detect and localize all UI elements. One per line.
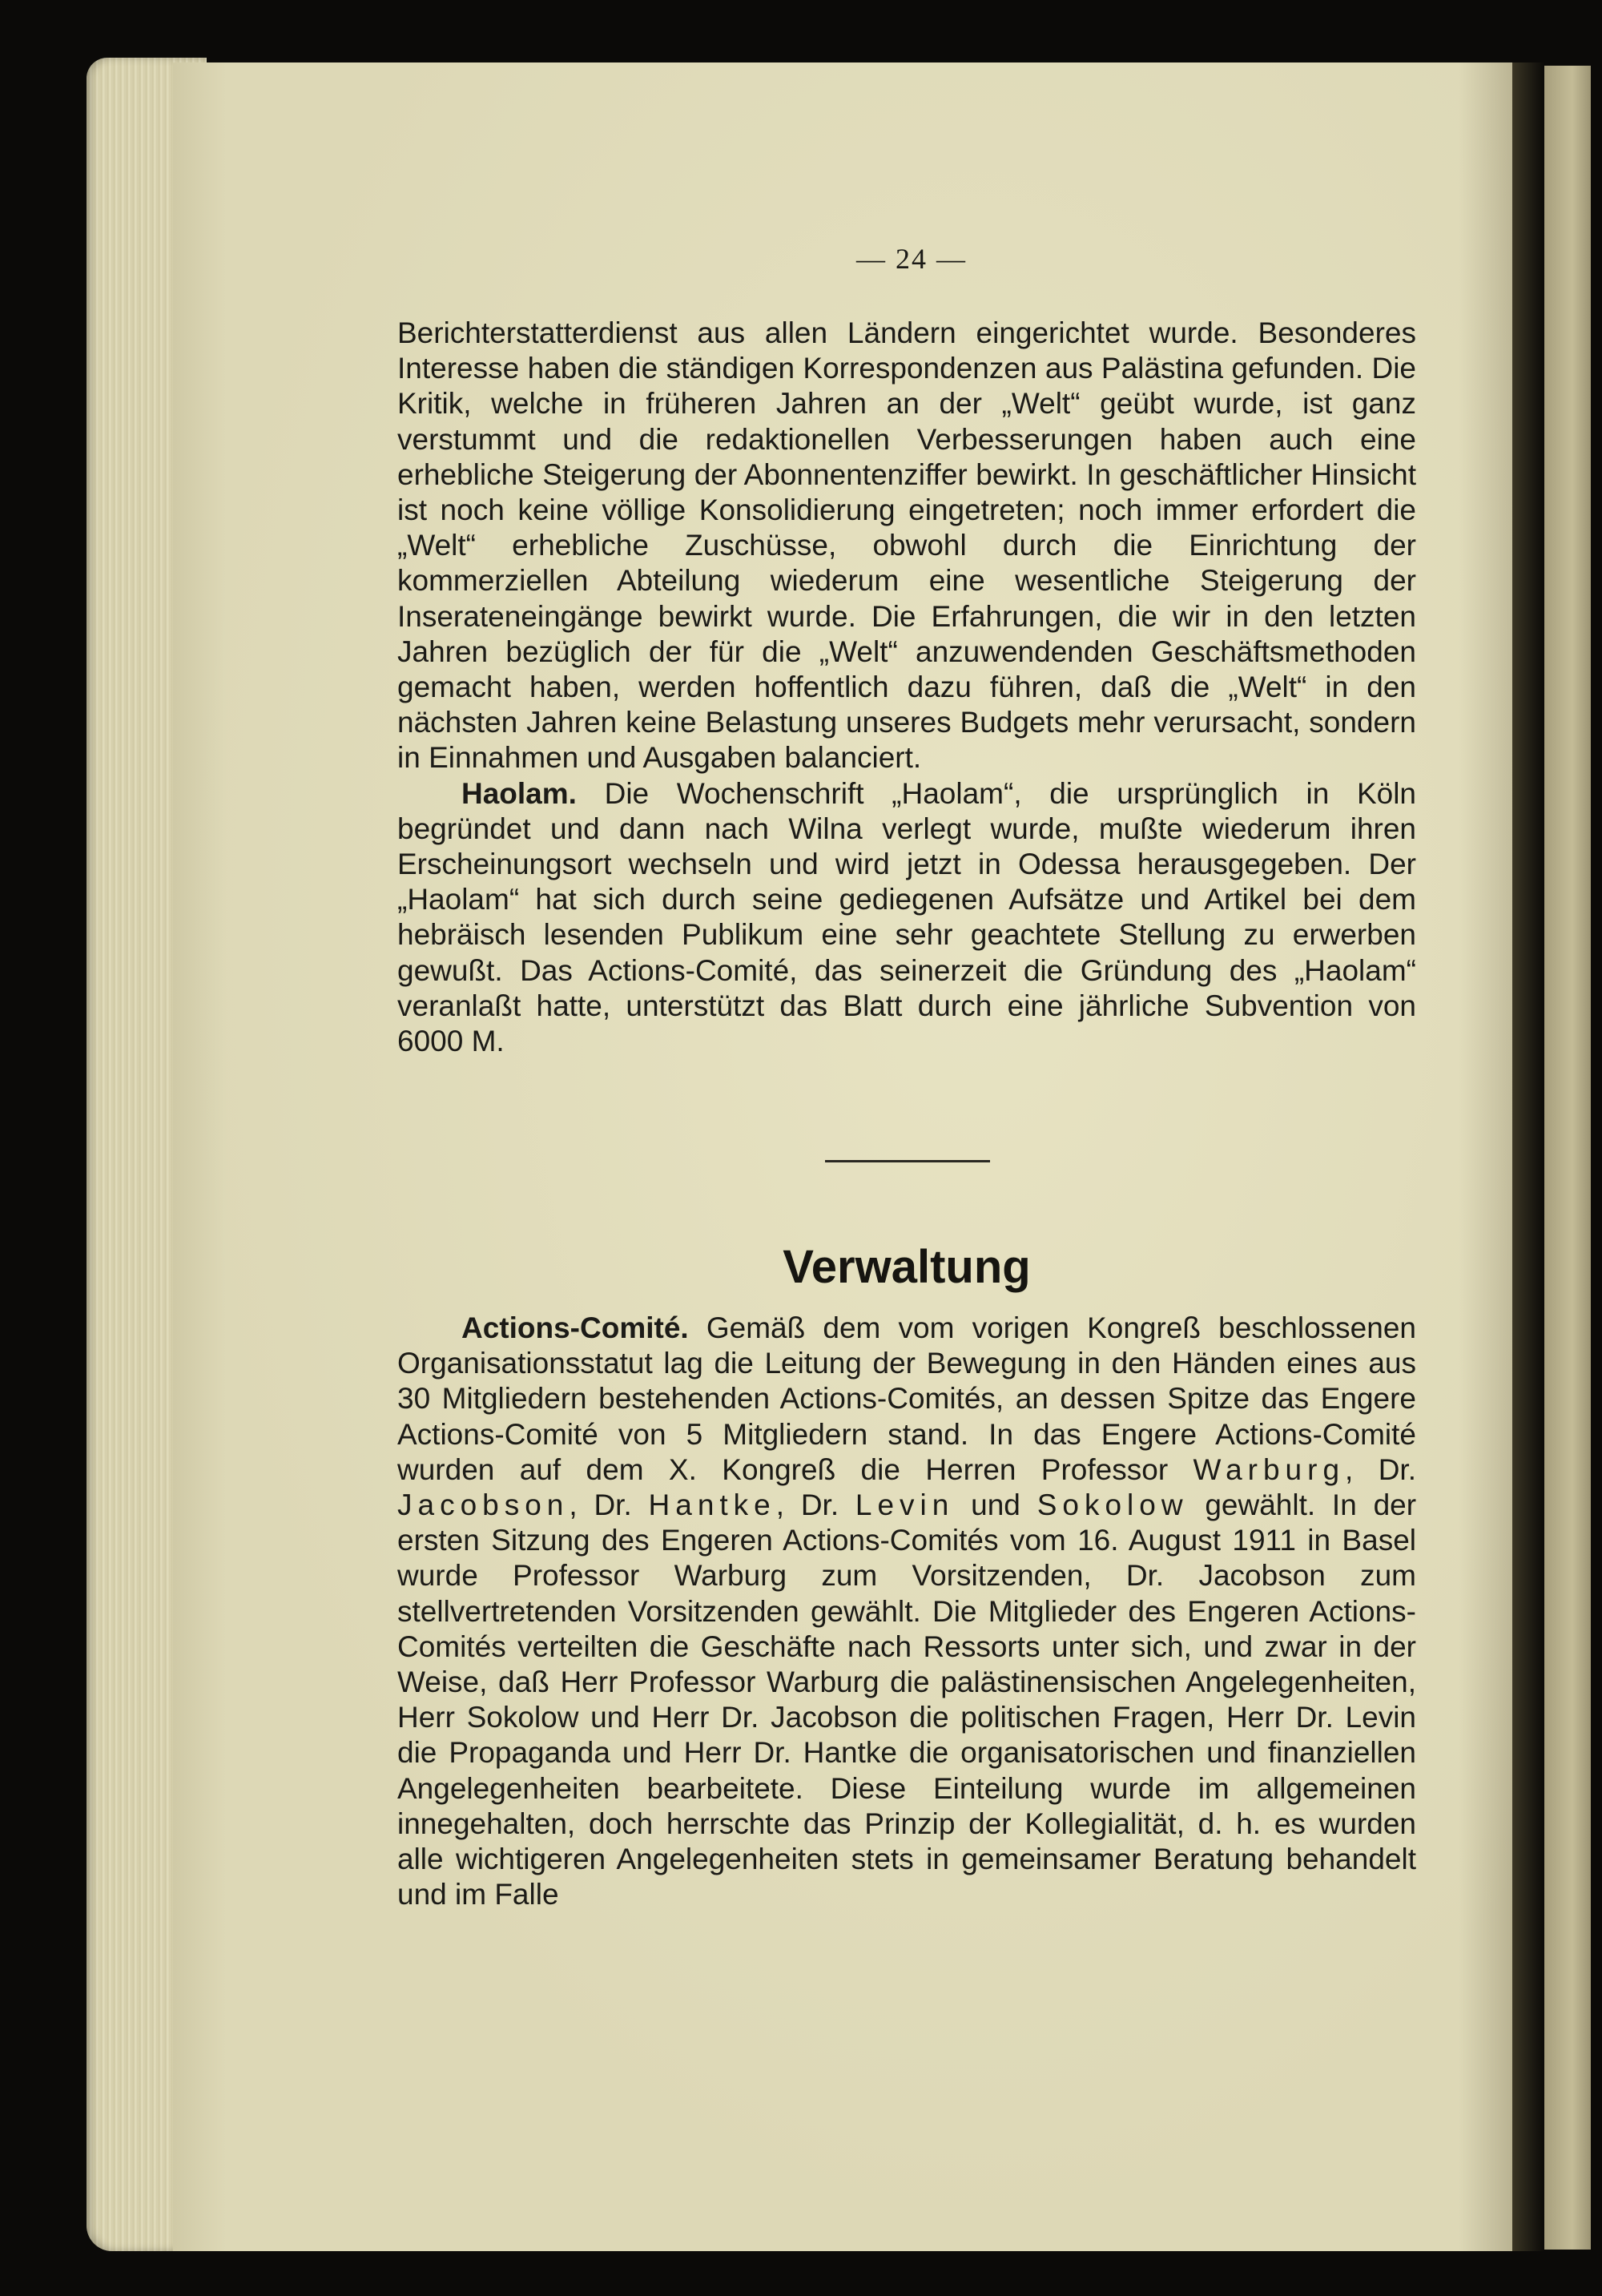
name-sokolow: Sokolow bbox=[1036, 1488, 1189, 1522]
actions-comite-text-a: Gemäß dem vom vorigen Kongreß beschlossenen Organisationsstatut lag die Leitung der Bewegung in den Händen eines aus 30 Mitgliedern bestehenden Actions-Comités, an dessen Spitze das Engere Actions-Comité von 5 Mitgliedern stand. In das Engere Actions-Comité wurden auf dem X. Kongreß die Herren Professor bbox=[397, 1311, 1416, 1486]
separator-1: , Dr. bbox=[1345, 1452, 1416, 1486]
paragraph-actions-comite bbox=[397, 1311, 1416, 1912]
facing-page-edge bbox=[1544, 66, 1591, 2250]
name-warburg: Warburg bbox=[1193, 1452, 1346, 1486]
separator-3: , Dr. bbox=[775, 1488, 839, 1522]
separator-4: und bbox=[971, 1488, 1020, 1522]
actions-comite-lead: Actions-Comité. bbox=[461, 1311, 689, 1344]
name-hantke: Hantke bbox=[648, 1488, 776, 1522]
name-jacobson: Jacobson bbox=[397, 1488, 570, 1522]
haolam-text: Die Wochenschrift „Haolam“, die ursprünglich in Köln begründet und dann nach Wilna verlegt wurde, mußte wiederum ihren Erscheinungsort wechseln und wird jetzt in Odessa herausgegeben. Der „Haolam“ hat sich durch seine gediegenen Aufsätze und Artikel bei dem hebräisch lesenden Publikum eine sehr geachtete Stellung zu erwerben gewußt. Das Actions-Comité, das seinerzeit die Gründung des „Haolam“ veranlaßt hatte, unterstützt das Blatt durch eine jährliche Subvention von 6000 M. bbox=[397, 776, 1417, 1058]
section-divider bbox=[825, 1160, 990, 1162]
paragraph-welt: Berichterstatterdienst aus allen Ländern eingerichtet wurde. Besonderes Interesse haben die ständigen Korrespondenzen aus Palästina gefunden. Die Kritik, welche in früheren Jahren an der „Welt“ geübt wurde, ist ganz verstummt und die redaktionellen Verbesserungen haben auch eine erhebliche Steigerung der Abonnentenziffer bewirkt. In geschäftlicher Hinsicht ist noch keine völlige Konsolidierung eingetreten; noch immer erfordert die „Welt“ erhebliche Zuschüsse, obwohl durch die Einrichtung der kommerziellen Abteilung wiederum eine wesentliche Steigerung der Inserateneingänge bewirkt wurde. Die Erfahrungen, die wir in den letzten Jahren bezüglich der für die „Welt“ anzuwendenden Geschäftsmethoden gemacht haben, werden hoffentlich dazu führen, daß die „Welt“ in den nächsten Jahren keine Belastung unseres Budgets mehr verursacht, sondern in Einnahmen und Ausgaben balanciert. bbox=[397, 316, 1416, 775]
book-gutter bbox=[1512, 62, 1544, 2251]
haolam-lead: Haolam. bbox=[461, 776, 577, 810]
section-verwaltung bbox=[397, 1311, 1416, 1912]
separator-2: , Dr. bbox=[569, 1488, 632, 1522]
paragraph-haolam bbox=[397, 776, 1416, 1060]
heading-verwaltung: Verwaltung bbox=[783, 1241, 1031, 1293]
name-levin: Levin bbox=[855, 1488, 955, 1522]
actions-comite-text-b: gewählt. In der ersten Sitzung des Engeren Actions-Comités vom 16. August 1911 in Basel wurde Professor Warburg zum Vorsitzenden, Dr. Jacobson zum stellvertretenden Vorsitzenden gewählt. Die Mitglieder des Engeren Actions-Comités verteilten die Geschäfte nach Ressorts unter sich, und zwar in der Weise, daß Herr Professor Warburg die palästinensischen Angelegenheiten, Herr Sokolow und Herr Dr. Jacobson die politischen Fragen, Herr Dr. Levin die Propaganda und Herr Dr. Hantke die organisatorischen und finanziellen Angelegenheiten bearbeitete. Diese Einteilung wurde im allgemeinen innegehalten, doch herrschte das Prinzip der Kollegialität, d. h. es wurden alle wichtigeren Angelegenheiten stets in gemeinsamer Beratung behandelt und im Falle bbox=[397, 1488, 1417, 1911]
section-zeitungen bbox=[397, 316, 1416, 1059]
page-number: — 24 — bbox=[856, 243, 967, 275]
